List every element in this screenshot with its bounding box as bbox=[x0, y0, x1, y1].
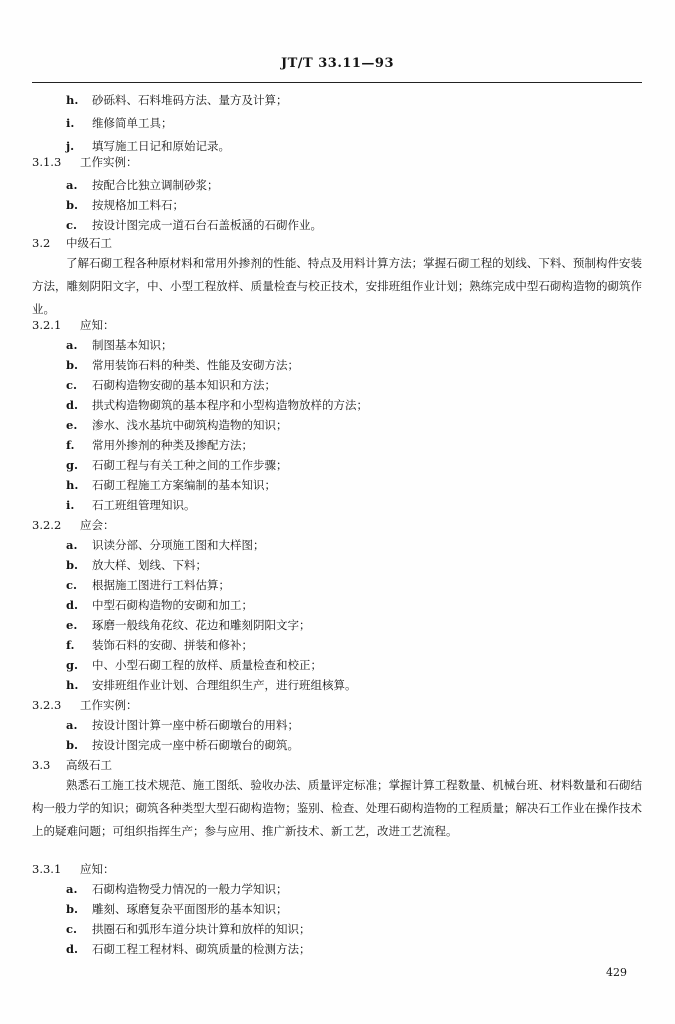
list-item: a. 按设计图计算一座中桥石砌墩台的用料； bbox=[66, 718, 299, 732]
paragraph: 熟悉石工施工技术规范、施工图纸、验收办法、质量评定标准；掌握计算工程数量、机械台班、材料数量和石砌结构一般力学的知识；砌筑各种类型大型石砌构造物；鉴别、检查、处理石砌构造物的工程质量；解决石工作业在操作技术上的疑难问题；可组织指挥生产；参与应用、推广新技术、新工艺，改进工艺流程。 bbox=[32, 778, 642, 838]
list-item: f. 常用外掺剂的种类及掺配方法； bbox=[66, 438, 253, 452]
list-item: c. 按设计图完成一道石台石盖板涵的石砌作业。 bbox=[66, 218, 322, 232]
list-item: a. 识读分部、分项施工图和大样图； bbox=[66, 538, 265, 552]
list-item: a. 制图基本知识； bbox=[66, 338, 173, 352]
list-item: b. 按设计图完成一座中桥石砌墩台的砌筑。 bbox=[66, 738, 299, 752]
list-item: i. 石工班组管理知识。 bbox=[66, 498, 196, 512]
list-item: g. 中、小型石砌工程的放样、质量检查和校正； bbox=[66, 658, 322, 672]
header-rule bbox=[32, 82, 642, 83]
section-heading: 3.2 中级石工 bbox=[32, 236, 112, 250]
list-item: b. 雕刻、琢磨复杂平面图形的基本知识； bbox=[66, 902, 288, 916]
list-item: e. 琢磨一般线角花纹、花边和雕刻阴阳文字； bbox=[66, 618, 311, 632]
section-heading: 3.1.3 工作实例： bbox=[32, 155, 138, 169]
list-item: h. 安排班组作业计划、合理组织生产，进行班组核算。 bbox=[66, 678, 357, 692]
list-item: a. 按配合比独立调制砂浆； bbox=[66, 178, 219, 192]
list-item: c. 根据施工图进行工料估算； bbox=[66, 578, 230, 592]
section-heading: 3.2.1 应知： bbox=[32, 318, 115, 332]
list-item: b. 按规格加工料石； bbox=[66, 198, 184, 212]
section-heading: 3.3.1 应知： bbox=[32, 862, 115, 876]
list-item: a. 石砌构造物受力情况的一般力学知识； bbox=[66, 882, 288, 896]
list-item: i. 维修简单工具； bbox=[66, 116, 173, 130]
list-item: d. 石砌工程工程材料、砌筑质量的检测方法； bbox=[66, 942, 311, 956]
section-heading: 3.2.3 工作实例： bbox=[32, 698, 138, 712]
list-item: h. 砂砾料、石料堆码方法、量方及计算； bbox=[66, 93, 288, 107]
paragraph: 了解石砌工程各种原材料和常用外掺剂的性能、特点及用料计算方法；掌握石砌工程的划线、下料、预制构件安装方法，雕刻阴阳文字，中、小型工程放样、质量检查与校正技术，安排班组作业计划；熟练完成中型石砌构造物的砌筑作业。 bbox=[32, 256, 642, 316]
list-item: f. 装饰石料的安砌、拼装和修补； bbox=[66, 638, 253, 652]
section-heading: 3.2.2 应会： bbox=[32, 518, 115, 532]
page-number: 429 bbox=[606, 966, 627, 979]
page-header: JT/T 33.11—93 bbox=[280, 56, 395, 71]
list-item: b. 常用装饰石料的种类、性能及安砌方法； bbox=[66, 358, 299, 372]
list-item: b. 放大样、划线、下料； bbox=[66, 558, 207, 572]
list-item: h. 石砌工程施工方案编制的基本知识； bbox=[66, 478, 276, 492]
list-item: d. 拱式构造物砌筑的基本程序和小型构造物放样的方法； bbox=[66, 398, 368, 412]
list-item: g. 石砌工程与有关工种之间的工作步骤； bbox=[66, 458, 288, 472]
list-item: d. 中型石砌构造物的安砌和加工； bbox=[66, 598, 253, 612]
list-item: e. 渗水、浅水基坑中砌筑构造物的知识； bbox=[66, 418, 288, 432]
list-item: j. 填写施工日记和原始记录。 bbox=[66, 139, 230, 153]
list-item: c. 石砌构造物安砌的基本知识和方法； bbox=[66, 378, 276, 392]
section-heading: 3.3 高级石工 bbox=[32, 758, 112, 772]
list-item: c. 拱圈石和弧形车道分块计算和放样的知识； bbox=[66, 922, 311, 936]
